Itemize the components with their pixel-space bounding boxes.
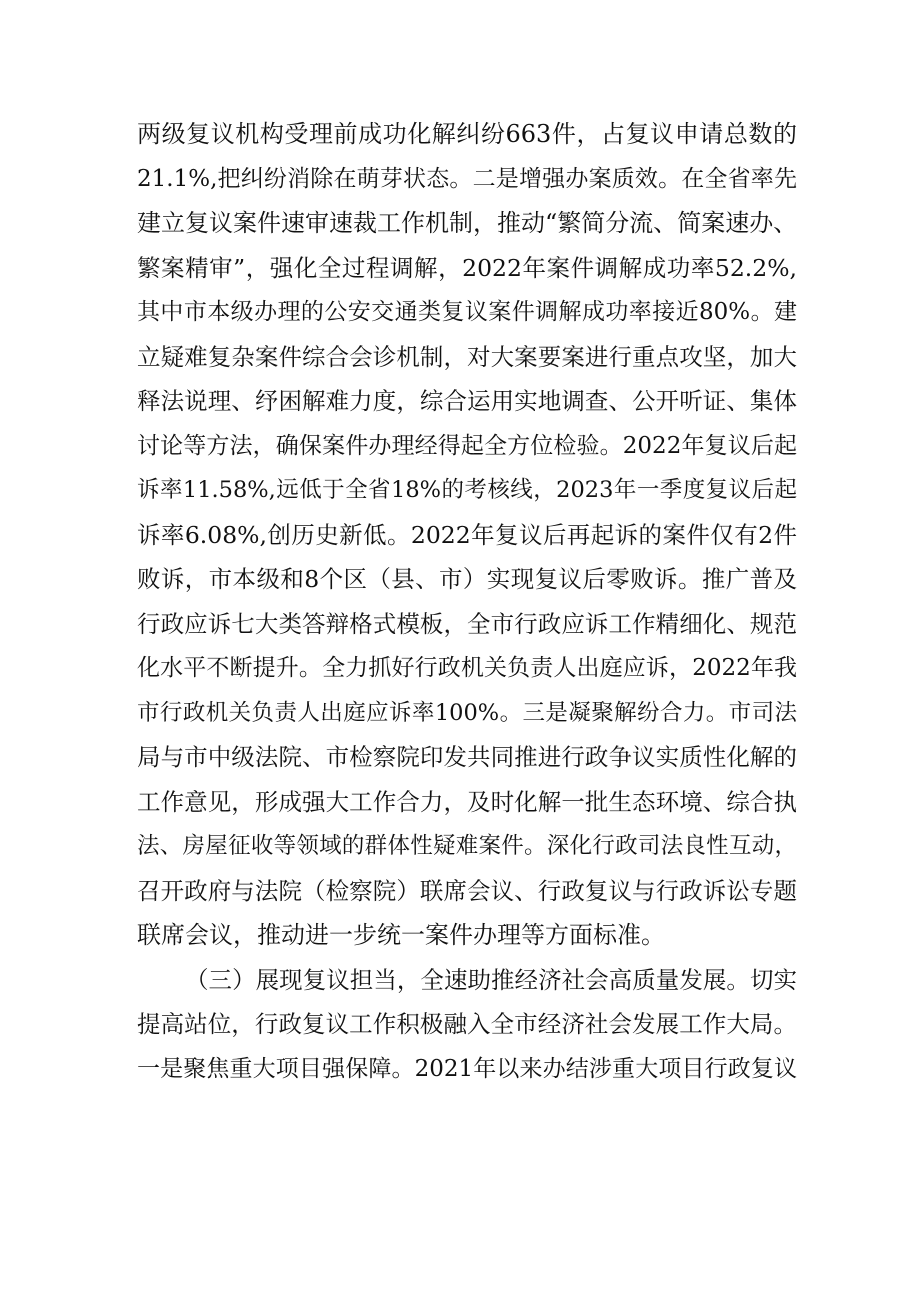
text-line: 其中市本级办理的公安交通类复议案件调解成功率接近80%。建 [137,299,797,325]
text-line: 法、房屋征收等领域的群体性疑难案件。深化行政司法良性互动， [137,833,797,859]
text-line: 败诉，市本级和8个区（县、市）实现复议后零败诉。推广普及 [137,565,797,593]
text-line: 诉率6.08%,创历史新低。2022年复议后再起诉的案件仅有2件 [137,520,797,549]
text-line: 局与市中级法院、市检察院印发共同推进行政争议实质性化解的 [137,743,797,771]
text-line: 市行政机关负责人出庭应诉率100%。三是凝聚解纷合力。市司法 [137,699,797,726]
text-line: 召开政府与法院（检察院）联席会议、行政复议与行政诉讼专题 [137,876,797,905]
text-line: 行政应诉七大类答辩格式模板，全市行政应诉工作精细化、规范 [137,609,797,638]
text-line: 建立复议案件速审速裁工作机制，推动“繁简分流、简案速办、 [137,209,798,237]
text-line: 工作意见，形成强大工作合力，及时化解一批生态环境、综合执 [137,787,797,816]
text-line: 两级复议机构受理前成功化解纠纷663件，占复议申请总数的 [137,120,797,148]
text-line: 立疑难复杂案件综合会诊机制，对大案要案进行重点攻坚，加大 [137,342,797,371]
text-line: 一是聚焦重大项目强保障。2021年以来办结涉重大项目行政复议 [137,1055,797,1082]
text-line: 化水平不断提升。全力抓好行政机关负责人出庭应诉，2022年我 [137,655,797,681]
section-heading-line: （三）展现复议担当，全速助推经济社会高质量发展。切实 [185,965,797,994]
text-line: 联席会议，推动进一步统一案件办理等方面标准。 [137,921,665,949]
text-line: 释法说理、纾困解难力度，综合运用实地调查、公开听证、集体 [137,387,797,415]
text-line: 提高站位，行政复议工作积极融入全市经济社会发展工作大局。 [137,1010,797,1038]
text-line: 诉率11.58%,远低于全省18%的考核线，2023年一季度复议后起 [137,477,797,503]
text-line: 繁案精审”，强化全过程调解，2022年案件调解成功率52.2%, [137,253,797,282]
text-line: 21.1%,把纠纷消除在萌芽状态。二是增强办案质效。在全省率先 [137,165,797,192]
body-text [137,112,797,1091]
text-line: 讨论等方法，确保案件办理经得起全方位检验。2022年复议后起 [137,432,797,459]
